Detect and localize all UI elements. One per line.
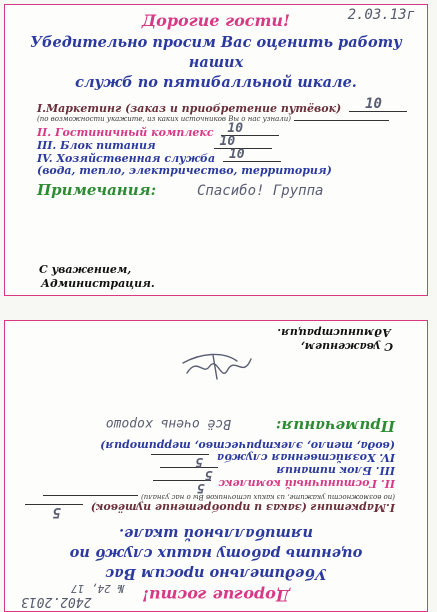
question-housekeeping-label: IV. Хозяйственная служба xyxy=(37,152,216,165)
question-marketing-note-text: (по возможности укажите, из каких источников Вы о нас узнали) xyxy=(37,115,291,123)
answer-line[interactable] xyxy=(294,120,389,121)
handwritten-signature xyxy=(177,349,257,385)
question-housekeeping-answer-field[interactable] xyxy=(151,454,209,469)
form-title: Дорогие гости! xyxy=(141,11,291,30)
question-marketing-answer-field[interactable] xyxy=(349,96,407,112)
form-intro xyxy=(15,523,417,583)
question-housekeeping xyxy=(151,451,395,469)
closing-line-2: Администрация. xyxy=(277,326,391,339)
question-marketing-answer: 10 xyxy=(365,96,382,112)
closing-line-1: С уважением, xyxy=(39,263,132,276)
question-marketing-label: I.Маркетинг (заказ и приобретение путёвок) xyxy=(37,102,342,115)
question-housekeeping-note: (вода, тепло, электричество, территория) xyxy=(100,439,395,452)
question-catering-answer: 5 xyxy=(204,467,213,482)
question-housekeeping-label: IV. Хозяйственная служба xyxy=(216,451,395,464)
question-housekeeping xyxy=(37,147,281,165)
intro-line-2: служб по пятибалльной шкале. xyxy=(75,74,357,91)
intro-line-1: Убедительно просим Вас xyxy=(105,565,327,582)
question-housekeeping-answer: 5 xyxy=(195,454,204,469)
handwritten-date: 2402.2013 xyxy=(21,594,92,609)
question-hotel xyxy=(37,121,279,139)
question-marketing-note-text: (по возможности укажите, из каких источников Вы о нас узнали) xyxy=(141,493,395,501)
closing-block xyxy=(39,263,155,291)
question-hotel xyxy=(153,477,395,495)
closing-line-2: Администрация. xyxy=(41,277,155,290)
intro-line-1: Убедительно просим Вас оценить работу наших xyxy=(30,34,402,71)
closing-line-1: С уважением, xyxy=(300,340,393,353)
question-marketing-note xyxy=(43,493,395,501)
remarks-label: Примечания: xyxy=(275,417,395,435)
question-housekeeping-answer: 10 xyxy=(228,147,245,162)
remarks-handwritten-text[interactable]: Всё очень хорошо xyxy=(105,416,231,431)
handwritten-date: 2.03.13г xyxy=(347,7,415,23)
question-hotel-answer-field[interactable] xyxy=(153,480,211,495)
question-marketing-answer-field[interactable] xyxy=(25,504,83,520)
feedback-form-top xyxy=(4,4,428,296)
question-marketing-note xyxy=(37,115,389,123)
remarks-handwritten-text[interactable]: Спасибо! Группа xyxy=(197,183,324,199)
question-marketing-answer: 5 xyxy=(52,504,61,520)
handwritten-room-number: № 24, 17 xyxy=(71,582,124,595)
question-hotel-label: II. Гостиничный комплекс xyxy=(218,477,395,490)
closing-block xyxy=(277,325,393,353)
intro-line-2: оценить работу наших служб по пятибалльной шкале. xyxy=(69,525,363,562)
question-hotel-label: II. Гостиничный комплекс xyxy=(37,126,214,139)
question-marketing xyxy=(37,96,407,115)
question-catering-label: III. Блок питания xyxy=(37,139,156,152)
question-housekeeping-note: (вода, тепло, электричество, территория) xyxy=(37,164,332,177)
form-intro xyxy=(15,33,417,93)
question-hotel-answer: 5 xyxy=(196,480,205,495)
question-hotel-answer: 10 xyxy=(227,121,244,136)
answer-line[interactable] xyxy=(43,495,138,496)
question-housekeeping-answer-field[interactable] xyxy=(223,147,281,162)
question-marketing xyxy=(25,501,395,520)
remarks-label: Примечания: xyxy=(37,181,157,199)
question-marketing-label: I.Маркетинг (заказ и приобретение путёвок) xyxy=(90,501,395,514)
question-catering-label: III. Блок питания xyxy=(276,464,395,477)
feedback-form-bottom xyxy=(4,320,428,612)
form-title: Дорогие гости! xyxy=(141,586,291,605)
question-catering-answer: 10 xyxy=(219,134,236,149)
question-catering-answer-field[interactable] xyxy=(160,467,218,482)
